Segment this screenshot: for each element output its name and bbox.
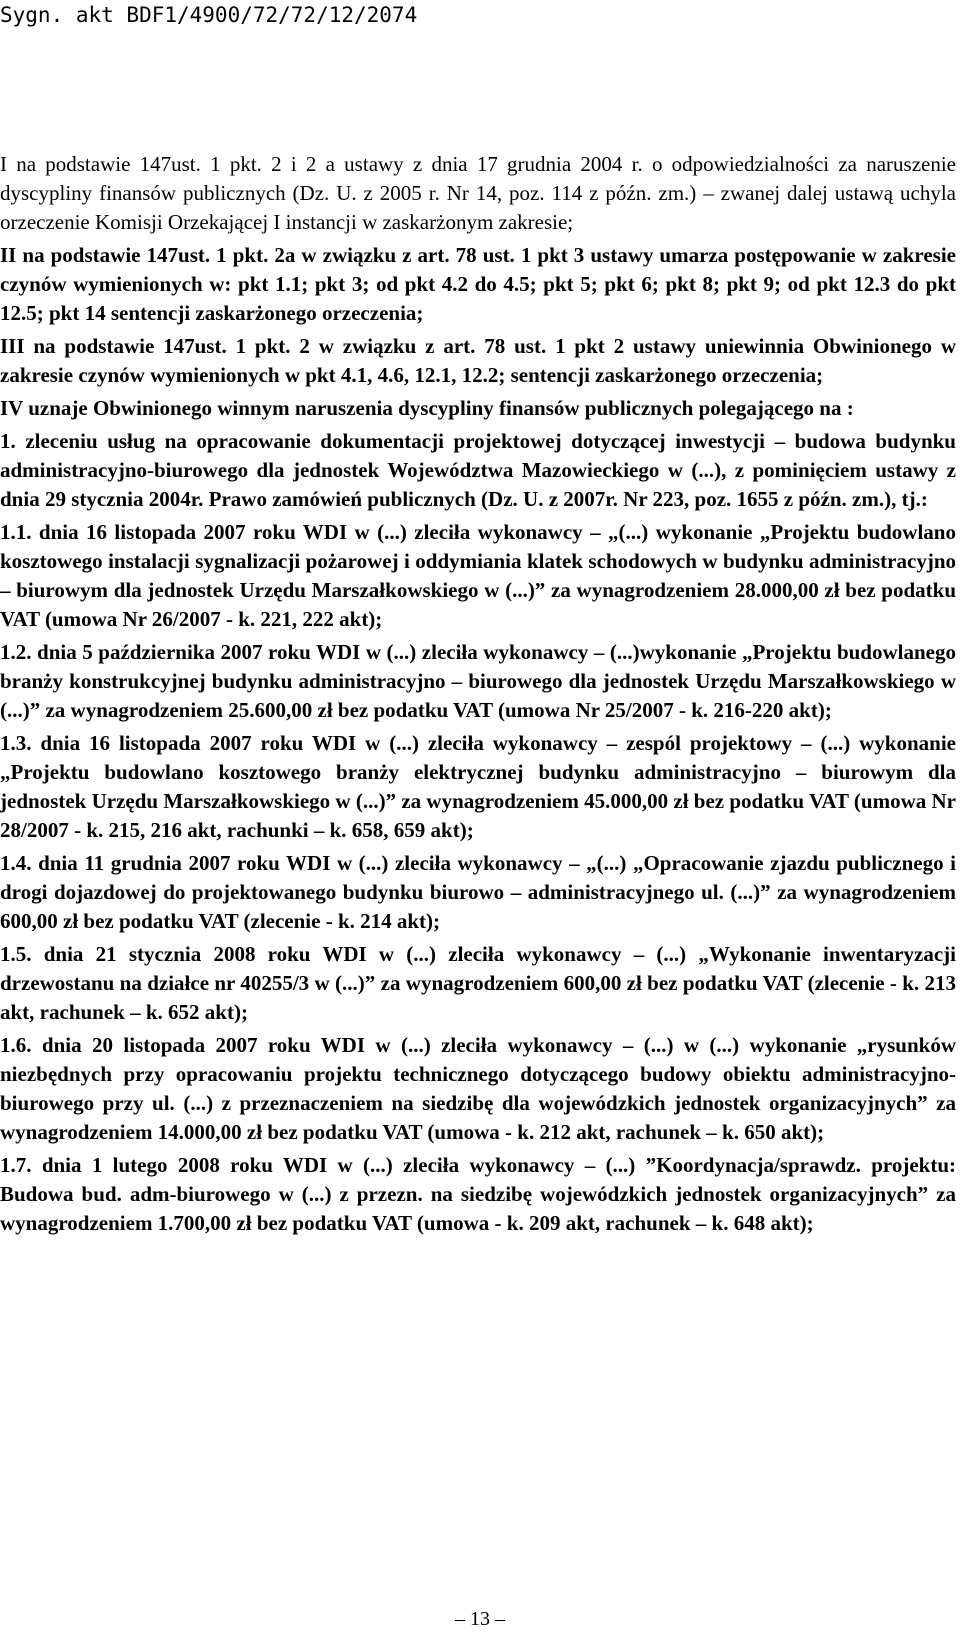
paragraph-2: II na podstawie 147ust. 1 pkt. 2a w związku z art. 78 ust. 1 pkt 3 ustawy umarza postępowanie w zakresie czynów wymienionych w: pkt 1.1; pkt 3; od pkt 4.2 do 4.5; pkt 5; pkt 6; pkt 8; pkt 9; od pkt 12.3 do pkt 12.5; pkt 14 sentencji zaskarżonego orzeczenia;: [0, 243, 956, 325]
paragraph-6: 1.1. dnia 16 listopada 2007 roku WDI w (...) zleciła wykonawcy – „(...) wykonanie „Projektu budowlano kosztowego instalacji sygnalizacji pożarowej i oddymiania klatek schodowych w budynku administracyjno – biurowym dla jednostek Urzędu Marszałkowskiego w (...)” za wynagrodzeniem 28.000,00 zł bez podatku VAT (umowa Nr 26/2007 - k. 221, 222 akt);: [0, 520, 956, 631]
page-number: – 13 –: [455, 1608, 505, 1630]
paragraph-8: 1.3. dnia 16 listopada 2007 roku WDI w (...) zleciła wykonawcy – zespól projektowy – (...) wykonanie „Projektu budowlano kosztowego branży elektrycznej budynku administracyjno – biurowym dla jednostek Urzędu Marszałkowskiego w (...)” za wynagrodzeniem 45.000,00 zł bez podatku VAT (umowa Nr 28/2007 - k. 215, 216 akt, rachunki – k. 658, 659 akt);: [0, 731, 956, 842]
paragraph-12: 1.7. dnia 1 lutego 2008 roku WDI w (...) zleciła wykonawcy – (...) ”Koordynacja/sprawdz. projektu: Budowa bud. adm-biurowego w (...) z przezn. na siedzibę wojewódzkich jednostek organizacyjnych” za wynagrodzeniem 1.700,00 zł bez podatku VAT (umowa - k. 209 akt, rachunek – k. 648 akt);: [0, 1153, 956, 1235]
paragraph-11: 1.6. dnia 20 listopada 2007 roku WDI w (...) zleciła wykonawcy – (...) w (...) wykonanie „rysunków niezbędnych przy opracowaniu projektu technicznego dotyczącego budowy obiektu administracyjno-biurowego przy ul. (...) z przeznaczeniem na siedzibę dla wojewódzkich jednostek organizacyjnych” za wynagrodzeniem 14.000,00 zł bez podatku VAT (umowa - k. 212 akt, rachunek – k. 650 akt);: [0, 1033, 956, 1144]
paragraph-3: III na podstawie 147ust. 1 pkt. 2 w związku z art. 78 ust. 1 pkt 2 ustawy uniewinnia Obwinionego w zakresie czynów wymienionych w pkt 4.1, 4.6, 12.1, 12.2; sentencji zaskarżonego orzeczenia;: [0, 334, 956, 387]
paragraph-5: 1. zleceniu usług na opracowanie dokumentacji projektowej dotyczącej inwestycji – budowa budynku administracyjno-biurowego dla jednostek Województwa Mazowieckiego w (...), z pominięciem ustawy z dnia 29 stycznia 2004r. Prawo zamówień publicznych (Dz. U. z 2007r. Nr 223, poz. 1655 z późn. zm.), tj.:: [0, 429, 956, 511]
paragraph-1: I na podstawie 147ust. 1 pkt. 2 i 2 a ustawy z dnia 17 grudnia 2004 r. o odpowiedzialności za naruszenie dyscypliny finansów publicznych (Dz. U. z 2005 r. Nr 14, poz. 114 z późn. zm.) – zwanej dalej ustawą uchyla orzeczenie Komisji Orzekającej I instancji w zaskarżonym zakresie;: [0, 152, 956, 234]
paragraph-7: 1.2. dnia 5 października 2007 roku WDI w (...) zleciła wykonawcy – (...)wykonanie „Projektu budowlanego branży konstrukcyjnej budynku administracyjno – biurowego dla jednostek Urzędu Marszałkowskiego w (...)” za wynagrodzeniem 25.600,00 zł bez podatku VAT (umowa Nr 25/2007 - k. 216-220 akt);: [0, 640, 956, 722]
paragraph-9: 1.4. dnia 11 grudnia 2007 roku WDI w (...) zleciła wykonawcy – „(...) „Opracowanie zjazdu publicznego i drogi dojazdowej do projektowanego budynku biurowo – administracyjnego ul. (...)” za wynagrodzeniem 600,00 zł bez podatku VAT (zlecenie - k. 214 akt);: [0, 851, 956, 933]
case-number-header: Sygn. akt BDF1/4900/72/72/12/2074: [0, 3, 418, 27]
document-body: [0, 150, 956, 1242]
paragraph-10: 1.5. dnia 21 stycznia 2008 roku WDI w (...) zleciła wykonawcy – (...) „Wykonanie inwentaryzacji drzewostanu na działce nr 40255/3 w (...)” za wynagrodzeniem 600,00 zł bez podatku VAT (zlecenie - k. 213 akt, rachunek – k. 652 akt);: [0, 942, 956, 1024]
paragraph-4: IV uznaje Obwinionego winnym naruszenia dyscypliny finansów publicznych polegającego na :: [0, 396, 854, 420]
